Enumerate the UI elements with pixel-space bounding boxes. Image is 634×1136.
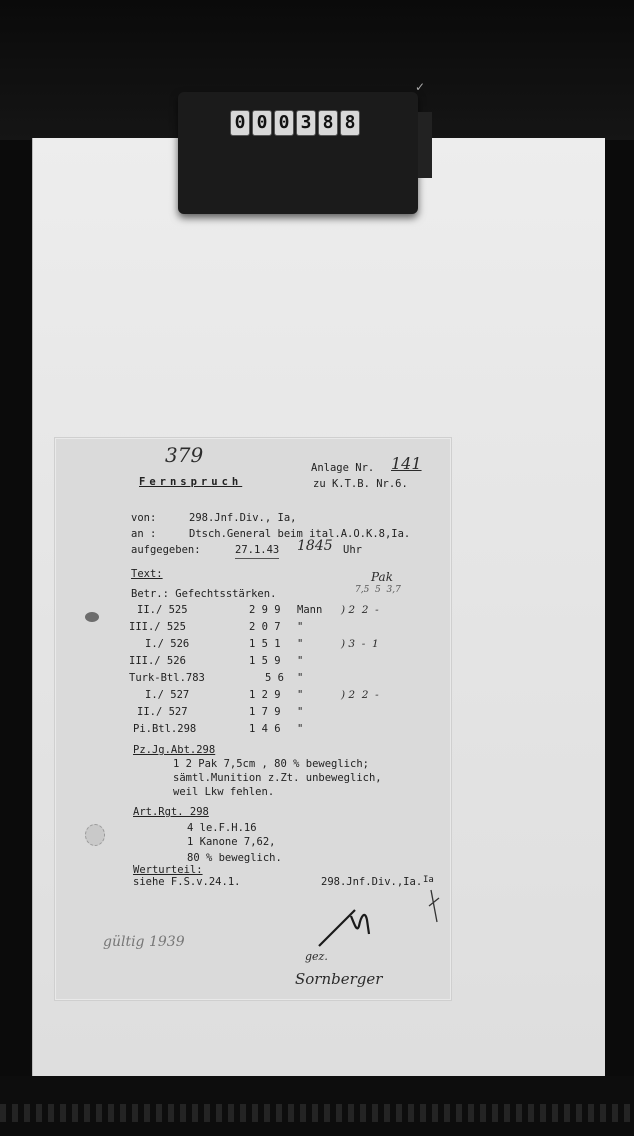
unit-row [129, 619, 435, 635]
an-value: Dtsch.General beim ital.A.O.K.8,Ia. [189, 528, 411, 540]
art-label: Art.Rgt. 298 [133, 806, 209, 818]
aufgegeben-time: 1845 [297, 538, 333, 554]
unit-name: II./ 525 [137, 604, 188, 616]
werturteil-value: siehe F.S.v.24.1. [133, 876, 241, 888]
page-number-handwritten: 379 [165, 443, 204, 467]
counter-digit: 0 [252, 110, 272, 136]
frame-counter [230, 110, 360, 138]
unit-strength: 1 7 9 [249, 706, 281, 718]
text-label: Text: [131, 568, 163, 580]
unit-pak-note: ) 2 2 - [341, 604, 379, 616]
unit-name: II./ 527 [137, 706, 188, 718]
unit-row [135, 721, 435, 737]
punch-hole [85, 612, 99, 622]
unit-name: I./ 526 [145, 638, 190, 650]
document-title: Fernspruch [139, 476, 243, 488]
pak-header: Pak [371, 570, 393, 584]
aufgegeben-unit: Uhr [343, 544, 362, 556]
unit-suffix: " [297, 706, 304, 718]
unit-strength: 1 2 9 [249, 689, 281, 701]
unit-row [135, 602, 435, 618]
werturteil-label: Werturteil: [133, 864, 203, 876]
betreff-line: Betr.: Gefechtsstärken. [131, 588, 277, 600]
film-sprockets [0, 1104, 634, 1122]
check-mark-icon: ✓ [415, 80, 426, 94]
pzjg-line: sämtl.Munition z.Zt. unbeweglich, [173, 772, 382, 784]
unit-row [129, 653, 435, 669]
signature-name: Sornberger [295, 970, 383, 988]
counter-digit: 8 [340, 110, 360, 136]
unit-row [135, 636, 435, 652]
pzjg-label: Pz.Jg.Abt.298 [133, 744, 216, 756]
unit-name: III./ 526 [129, 655, 186, 667]
counter-clip [418, 112, 432, 178]
pzjg-line: 1 2 Pak 7,5cm , 80 % beweglich; [173, 758, 369, 770]
von-value: 298.Jnf.Div., Ia, [189, 512, 297, 524]
unit-name: III./ 525 [129, 621, 186, 633]
pak-subheader: 7,5 5 3,7 [355, 585, 401, 595]
unit-name: Turk-Btl.783 [129, 672, 205, 684]
signature-mark: Ia [423, 875, 434, 885]
unit-row [129, 670, 435, 686]
counter-digit: 0 [274, 110, 294, 136]
pencil-note: gültig 1939 [103, 934, 185, 950]
unit-row [135, 704, 435, 720]
unit-suffix: " [297, 689, 304, 701]
unit-row [135, 687, 435, 703]
unit-strength: 1 5 1 [249, 638, 281, 650]
aufgegeben-label: aufgegeben: [131, 544, 201, 556]
unit-name: Pi.Btl.298 [133, 723, 197, 735]
art-line: 4 le.F.H.16 [187, 822, 257, 834]
unit-strength: 1 5 9 [249, 655, 281, 667]
unit-strength: 1 4 6 [249, 723, 281, 735]
unit-suffix: " [297, 655, 304, 667]
punch-hole [85, 824, 105, 846]
von-label: von: [131, 512, 157, 524]
unit-suffix: " [297, 723, 304, 735]
unit-suffix: " [297, 672, 304, 684]
art-line: 80 % beweglich. [187, 852, 282, 864]
unit-strength: 2 0 7 [249, 621, 281, 633]
unit-suffix: " [297, 638, 304, 650]
an-label: an : [131, 528, 157, 540]
unit-suffix: " [297, 621, 304, 633]
ktb-reference: zu K.T.B. Nr.6. [313, 478, 408, 490]
signature-gez: gez. [305, 950, 328, 963]
telegram-document [54, 437, 452, 1001]
unit-suffix: Mann [297, 604, 323, 616]
counter-digit: 0 [230, 110, 250, 136]
unit-name: I./ 527 [145, 689, 190, 701]
pzjg-line: weil Lkw fehlen. [173, 786, 275, 798]
sender-line: 298.Jnf.Div.,Ia. [321, 876, 423, 888]
counter-digit: 3 [296, 110, 316, 136]
anlage-label: Anlage Nr. [311, 462, 375, 474]
anlage-number: 141 [391, 454, 422, 473]
counter-digit: 8 [318, 110, 338, 136]
unit-strength: 5 6 [265, 672, 284, 684]
art-line: 1 Kanone 7,62, [187, 836, 276, 848]
aufgegeben-date: 27.1.43 [235, 542, 279, 559]
unit-pak-note: ) 2 2 - [341, 689, 379, 701]
unit-pak-note: ) 3 - 1 [341, 638, 379, 650]
signature-scribble [311, 886, 451, 966]
unit-strength: 2 9 9 [249, 604, 281, 616]
